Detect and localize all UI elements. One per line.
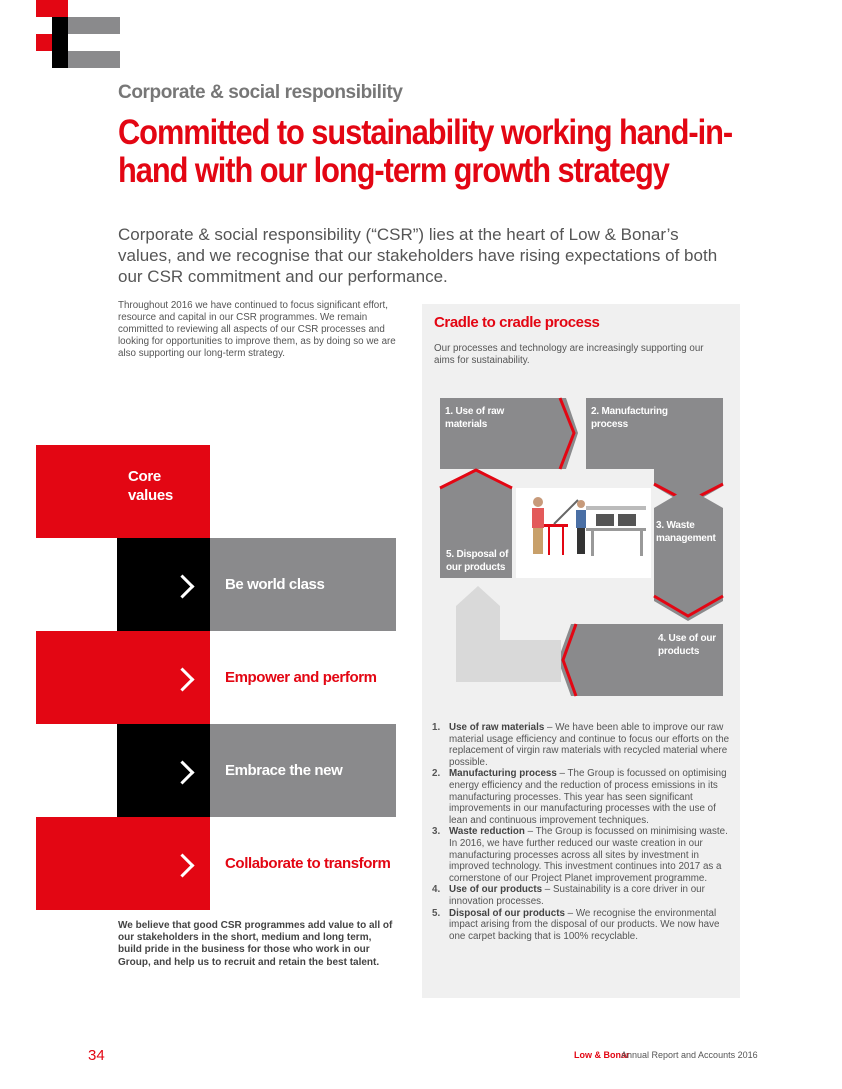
section-kicker: Corporate & social responsibility [118, 82, 403, 103]
process-list [432, 722, 732, 942]
step-1-label: 1. Use of raw materials [445, 406, 505, 430]
corner-bars-graphic [36, 0, 120, 68]
core-values-header-block [36, 445, 210, 538]
closing-paragraph: We believe that good CSR programmes add value to all of our stakeholders in the short, medium and long term, build pride in the business for those who work in our Group, and help us to recruit and retain the best talent. [118, 920, 393, 968]
core-value-label: Be world class [225, 576, 325, 593]
core-value-label: Collaborate to transform [225, 855, 391, 872]
lead-paragraph: Corporate & social responsibility (“CSR”) lies at the heart of Low & Bonar’s values, and we recognise that our stakeholders have rising expectations of both our CSR commitment and our performance. [118, 225, 718, 286]
step-4-label: 4. Use of our products [658, 633, 716, 657]
panel-title: Cradle to cradle process [434, 314, 600, 331]
footer-report-title: Annual Report and Accounts 2016 [621, 1050, 758, 1060]
office-photo [516, 488, 651, 578]
intro-paragraph: Throughout 2016 we have continued to focus significant effort, resource and capital in our CSR programmes. We remain committed to reviewing all aspects of our CSR processes and looking for opportunities to improve them, as by doing so we are also supporting our long-term strategy. [118, 300, 396, 359]
value-row-3-dark [117, 724, 210, 817]
value-row-1-dark [117, 538, 210, 631]
list-item: 2. Manufacturing process – The Group is focussed on optimising energy efficiency and the reduction of process emissions in its manufacturing processes. This year has seen significant improvements in our manufacturing processes with the use of lean and continuous improvement techniques. [432, 768, 727, 826]
step-3-label: 3. Waste management [656, 520, 716, 544]
core-values-title: Core values [128, 468, 173, 504]
page-title: Committed to sustainability working hand-in-hand with our long-term growth strategy [118, 113, 733, 190]
core-value-label: Empower and perform [225, 669, 377, 686]
return-path [456, 586, 561, 682]
page-number: 34 [88, 1047, 105, 1064]
list-item: 1. Use of raw materials – We have been able to improve our raw material usage efficiency and continue to focus our efforts on the replacement of virgin raw materials with recycled material where possible. [432, 722, 730, 768]
panel-intro: Our processes and technology are increasingly supporting our aims for sustainability. [434, 343, 704, 366]
list-item: 5. Disposal of our products – We recognise the environmental impact arising from the disposal of our products. We now have one carpet backing that is 100% recyclable. [432, 907, 720, 942]
step-5-label: 5. Disposal of our products [446, 549, 509, 573]
list-item: 3. Waste reduction – The Group is focussed on minimising waste. In 2016, we have further reduced our waste creation in our manufacturing processes across all sites by investment in improved technology. This investment continues into 2017 as a cornerstone of our Project Planet improvement programme. [432, 826, 728, 884]
step-2-label: 2. Manufacturing process [591, 406, 668, 430]
footer-brand: Low & Bonar [574, 1050, 630, 1060]
core-value-label: Embrace the new [225, 762, 343, 779]
list-item: 4. Use of our products – Sustainability is a core driver in our innovation processes. [432, 884, 705, 907]
